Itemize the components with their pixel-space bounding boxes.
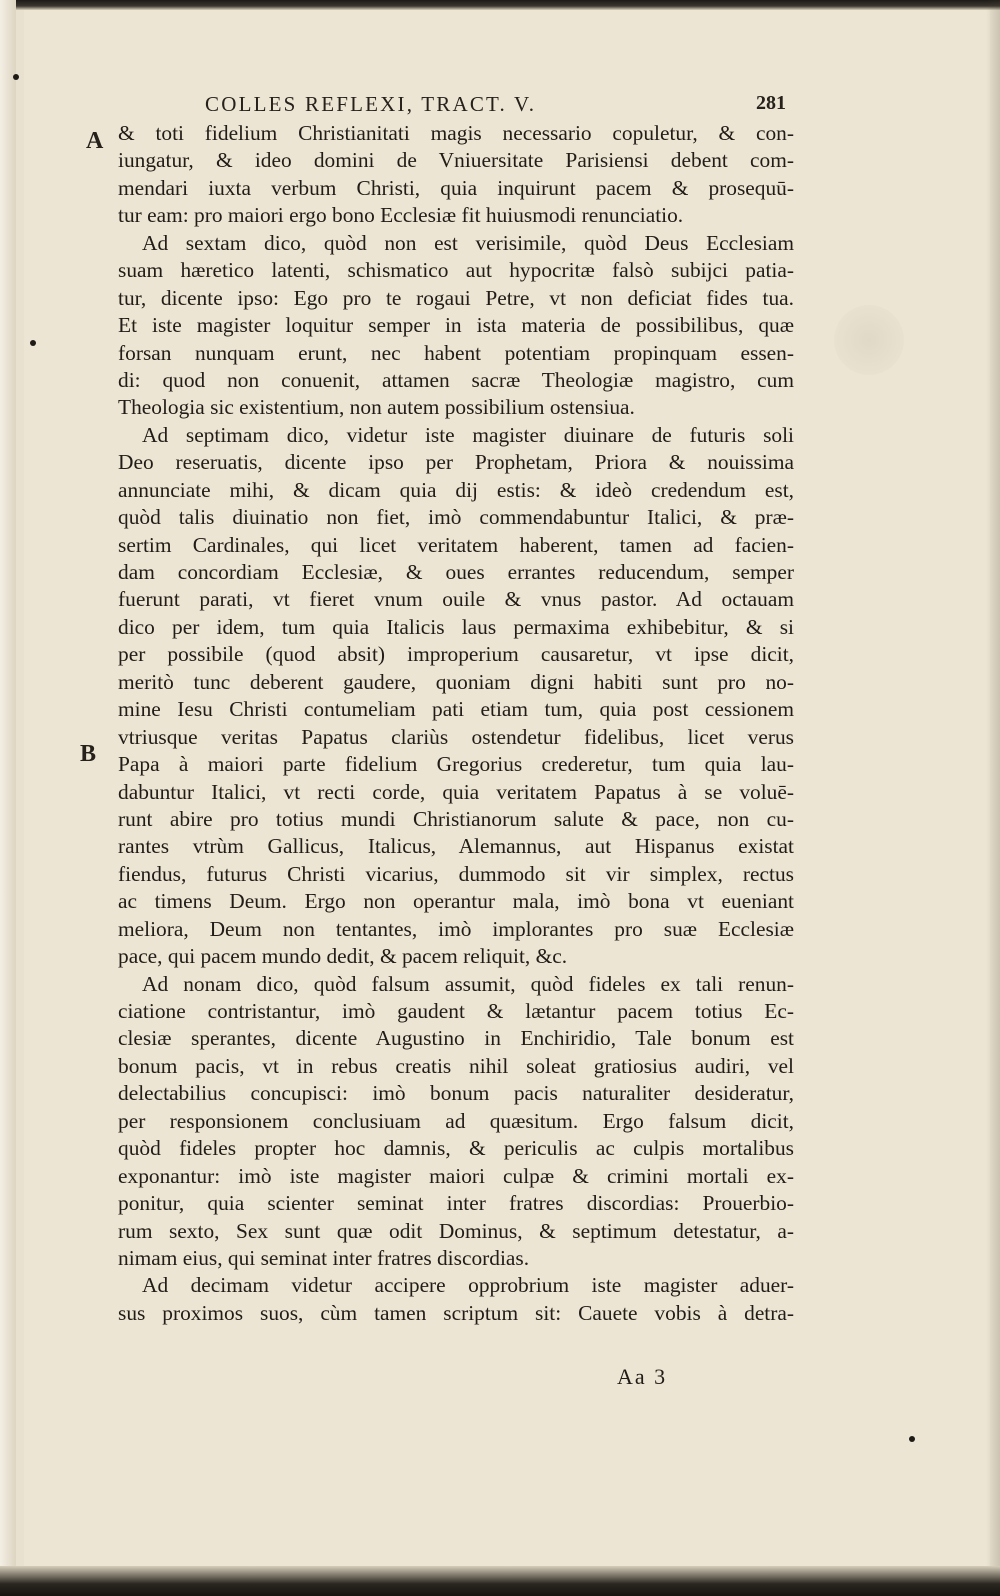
text-line: Deo reseruatis, dicente ipso per Prophetam, Priora & nouissima [118,450,794,475]
show-through-stain [834,305,904,375]
margin-letter-a: A [86,128,104,154]
paragraph-start-line: Ad nonam dico, quòd falsum assumit, quòd fideles ex tali renun- [142,971,794,996]
text-line: delectabilius concupisci: imò bonum pacis naturaliter desideratur, [118,1081,794,1106]
text-line: iungatur, & ideo domini de Vniuersitate Parisiensi debent com- [118,148,794,173]
text-line: di: quod non conuenit, attamen sacræ Theologiæ magistro, cum [118,367,794,392]
paragraph-start-line: Ad decimam videtur accipere opprobrium iste magister aduer- [142,1273,794,1298]
margin-letter-b: B [80,741,97,767]
text-line: quòd talis diuinatio non fiet, imò commendabuntur Italici, & præ- [118,505,794,530]
text-line: per possibile (quod absit) improperium causaretur, vt ipse dicit, [118,642,794,667]
text-line: & toti fidelium Christianitati magis necessario copuletur, & con- [118,121,794,145]
text-line: dabuntur Italici, vt recti corde, quia veritatem Papatus à se voluē- [118,779,794,804]
body-text [118,120,794,1327]
speck-mark [909,1436,915,1442]
text-line: dico per idem, tum quia Italicis laus permaxima exhibebitur, & si [118,614,794,639]
text-line: forsan nunquam erunt, nec habent potentiam propinquam essen- [118,340,794,365]
speck-mark [13,74,19,80]
book-bottom-edge [0,1566,1000,1596]
text-line: quòd fideles propter hoc damnis, & periculis ac culpis mortalibus [118,1136,794,1161]
text-line: tur, dicente ipso: Ego pro te rogaui Petre, vt non deficiat fides tua. [118,285,794,310]
signature-mark: Aa 3 [617,1364,668,1389]
text-line: nimam eius, qui seminat inter fratres discordias. [118,1245,530,1270]
text-line: Theologia sic existentium, non autem possibilium ostensiua. [118,395,635,420]
text-line: dam concordiam Ecclesiæ, & oues errantes reducendum, semper [118,560,794,584]
page-right-shadow [986,0,1000,1596]
text-line: annunciate mihi, & dicam quia dij estis: & ideò credendum est, [118,477,794,502]
text-line: sertim Cardinales, qui licet veritatem haberent, tamen ad facien- [118,532,794,557]
text-line: mendari iuxta verbum Christi, quia inquirunt pacem & prosequū- [118,175,794,200]
text-line: sus proximos suos, cùm tamen scriptum sit: Cauete vobis à detra- [118,1300,794,1325]
text-line: exponantur: imò iste magister maiori culpæ & crimini mortali ex- [118,1163,794,1188]
text-line: bonum pacis, vt in rebus creatis nihil soleat gratiosius audiri, vel [118,1053,794,1078]
text-line: runt abire pro totius mundi Christianorum salute & pace, non cu- [118,806,794,831]
text-line: fiendus, futurus Christi vicarius, dummodo sit vir simplex, rectus [118,861,794,886]
text-line: pace, qui pacem mundo dedit, & pacem reliquit, &c. [118,944,568,969]
text-line: Papa à maiori parte fidelium Gregorius crederetur, tum quia lau- [118,752,794,777]
text-line: ciatione contristantur, imò gaudent & lætantur pacem totius Ec- [118,999,794,1023]
text-line: mine Iesu Christi contumeliam pati etiam tum, quia post cessionem [118,697,794,722]
text-line: vtriusque veritas Papatus clariùs ostendetur fidelibus, licet verus [118,724,794,749]
text-line: ponitur, quia scienter seminat inter fratres discordias: Prouerbio- [118,1191,794,1216]
paragraph-start-line: Ad septimam dico, videtur iste magister diuinare de futuris soli [142,422,794,447]
book-gutter-edge [0,0,16,1596]
text-line: Et iste magister loquitur semper in ista materia de possibilibus, quæ [118,313,794,338]
text-line: per responsionem conclusiuam ad quæsitum. Ergo falsum dicit, [118,1108,794,1133]
text-line: tur eam: pro maiori ergo bono Ecclesiæ fit huiusmodi renunciatio. [118,203,684,228]
text-line: clesiæ sperantes, dicente Augustino in Enchiridio, Tale bonum est [118,1026,794,1051]
running-head: COLLES REFLEXI, TRACT. V. [205,92,537,116]
text-line: rantes vtrùm Gallicus, Italicus, Alemannus, aut Hispanus existat [118,834,794,859]
text-line: suam hæretico latenti, schismatico aut hypocritæ falsò subijci patia- [118,258,794,283]
page-number: 281 [756,92,786,114]
text-line: rum sexto, Sex sunt quæ odit Dominus, & septimum detestatur, a- [118,1218,794,1243]
text-line: fuerunt parati, vt fieret vnum ouile & vnus pastor. Ad octauam [118,587,794,612]
text-line: meritò tunc deberent gaudere, quoniam digni habiti sunt pro no- [118,669,794,694]
text-line: ac timens Deum. Ergo non operantur mala, imò bona vt eueniant [118,889,794,914]
margin-bullet-mark [30,340,36,346]
text-line: meliora, Deum non tentantes, imò implorantes pro suæ Ecclesiæ [118,916,794,941]
book-top-edge [0,0,1000,10]
paragraph-start-line: Ad sextam dico, quòd non est verisimile, quòd Deus Ecclesiam [142,230,794,255]
